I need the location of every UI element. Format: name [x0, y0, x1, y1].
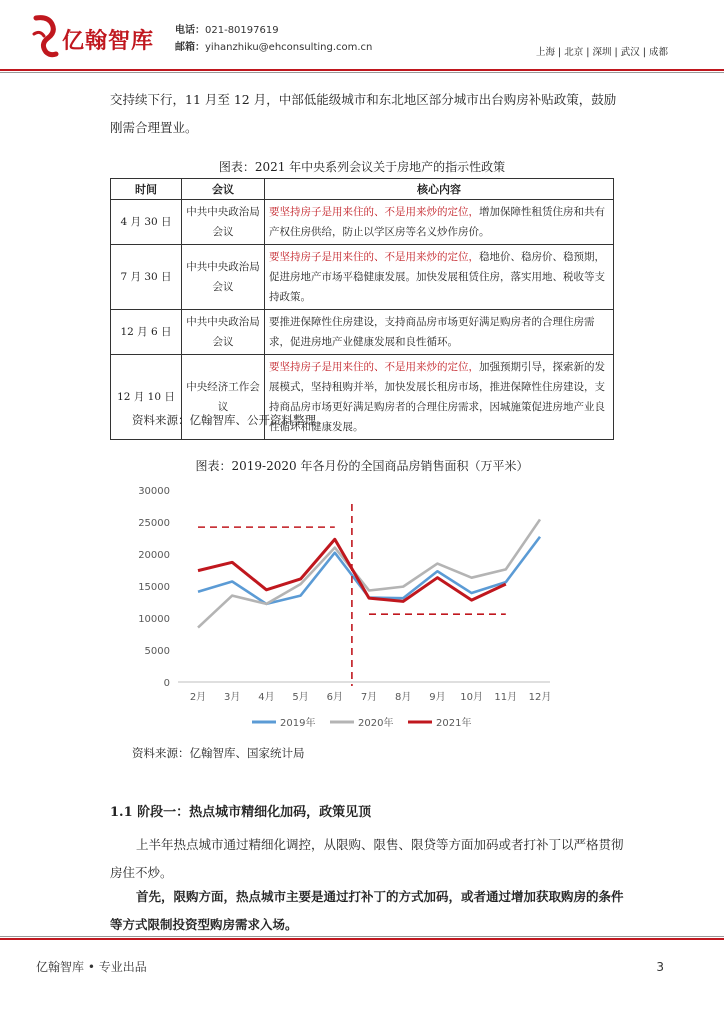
row-content-text: 要推进保障性住房建设，支持商品房市场更好满足购房者的合理住房需求，促进房地产业健康发展和良性循环。 — [269, 316, 595, 348]
header-divider — [0, 69, 724, 71]
y-tick-label: 30000 — [138, 486, 170, 497]
phone-number: 021-80197619 — [205, 25, 279, 36]
office-cities: 上海 | 北京 | 深圳 | 武汉 | 成都 — [536, 47, 668, 58]
row-content — [265, 245, 614, 310]
table-row — [111, 200, 614, 245]
row-date: 7 月 30 日 — [111, 245, 182, 310]
table-caption: 图表：2021 年中央系列会议关于房地产的指示性政策 — [218, 160, 506, 174]
legend-label: 2020年 — [358, 718, 394, 729]
email-address[interactable]: yihanzhiku@ehconsulting.com.cn — [205, 42, 373, 53]
series-line-2020年 — [198, 519, 540, 627]
row-date: 12 月 6 日 — [111, 310, 182, 355]
brand-name: 亿翰智库 — [62, 29, 155, 54]
section-paragraph-2: 首先，限购方面，热点城市主要是通过打补丁的方式加码，或者通过增加获取购房的条件等方式限制投资型购房需求入场。 — [110, 889, 624, 932]
intro-paragraph — [110, 86, 630, 142]
contact-info — [175, 22, 372, 56]
table-header-row — [111, 179, 614, 200]
intro-line-2: 刚需合理置业。 — [110, 120, 198, 135]
row-content-highlight: 要坚持房子是用来住的、不是用来炒的定位， — [269, 251, 479, 263]
row-date: 4 月 30 日 — [111, 200, 182, 245]
row-meeting: 中共中央政治局会议 — [182, 310, 265, 355]
column-header-date: 时间 — [111, 179, 182, 200]
row-content-text: 稳地价、稳房价、稳预期，促进房地产市场平稳健康发展。加快发展租赁住房，落实用地、税收等支持政策。 — [269, 251, 605, 303]
row-content — [265, 200, 614, 245]
legend-label: 2021年 — [436, 718, 472, 729]
section-heading: 1.1 阶段一：热点城市精细化加码，政策见顶 — [110, 805, 372, 820]
chart-source: 资料来源：亿翰智库、国家统计局 — [132, 746, 305, 760]
row-date: 12 月 10 日 — [111, 355, 182, 440]
x-tick-label: 4月 — [258, 692, 275, 703]
x-tick-label: 5月 — [292, 692, 309, 703]
x-tick-label: 11月 — [494, 692, 518, 703]
y-tick-label: 5000 — [144, 646, 170, 657]
row-meeting: 中央经济工作会议 — [182, 355, 265, 440]
header-divider-thin — [0, 72, 724, 73]
x-tick-label: 7月 — [360, 692, 378, 703]
row-meeting: 中共中央政治局会议 — [182, 245, 265, 310]
row-content-highlight: 要坚持房子是用来住的、不是用来炒的定位， — [269, 206, 479, 218]
table-source: 资料来源：亿翰智库、公开资料整理 — [132, 413, 316, 427]
section-paragraph-1: 上半年热点城市通过精细化调控，从限购、限售、限贷等方面加码或者打补丁以严格贯彻房住不炒。 — [110, 837, 624, 880]
footer-divider — [0, 938, 724, 940]
footer-divider-thin — [0, 936, 724, 937]
chart-caption: 图表：2019-2020 年各月份的全国商品房销售面积（万平米） — [195, 459, 529, 473]
footer-brand: 亿翰智库 • 专业出品 — [36, 960, 147, 974]
sales-area-line-chart — [130, 470, 570, 740]
intro-line-1: 交持续下行，11 月至 12 月，中部低能级城市和东北地区部分城市出台购房补贴政策，鼓励 — [110, 92, 617, 107]
x-tick-label: 2月 — [189, 692, 207, 703]
email-label: 邮箱： — [175, 42, 205, 53]
row-content-text: 增加保障性租赁住房和共有产权住房供给，防止以学区房等名义炒作房价。 — [269, 206, 605, 238]
column-header-meeting: 会议 — [182, 179, 265, 200]
series-line-2019年 — [198, 537, 540, 604]
column-header-content: 核心内容 — [265, 179, 614, 200]
table-row — [111, 310, 614, 355]
x-tick-label: 9月 — [429, 692, 446, 703]
row-content — [265, 310, 614, 355]
page-header — [0, 0, 724, 72]
x-tick-label: 6月 — [326, 692, 343, 703]
x-tick-label: 12月 — [528, 692, 552, 703]
y-tick-label: 15000 — [138, 582, 170, 593]
x-tick-label: 8月 — [395, 692, 412, 703]
table-row — [111, 245, 614, 310]
y-tick-label: 25000 — [138, 518, 170, 529]
brand-logo-icon — [30, 14, 60, 58]
y-tick-label: 10000 — [138, 614, 170, 625]
row-content-highlight: 要坚持房子是用来住的、不是用来炒的定位， — [269, 361, 479, 373]
x-tick-label: 10月 — [460, 692, 483, 703]
legend-label: 2019年 — [280, 718, 316, 729]
y-tick-label: 20000 — [138, 550, 170, 561]
phone-label: 电话： — [175, 25, 205, 36]
page-number: 3 — [656, 960, 664, 974]
policy-table — [110, 178, 614, 440]
row-content — [265, 355, 614, 440]
row-meeting: 中共中央政治局会议 — [182, 200, 265, 245]
row-content-text: 加强预期引导，探索新的发展模式，坚持租购并举，加快发展长租房市场，推进保障性住房建设，支持商品房市场更好满足购房者的合理住房需求，因城施策促进房地产业良性循环和健康发展。 — [269, 361, 605, 433]
y-tick-label: 0 — [163, 678, 170, 689]
x-tick-label: 3月 — [224, 692, 241, 703]
